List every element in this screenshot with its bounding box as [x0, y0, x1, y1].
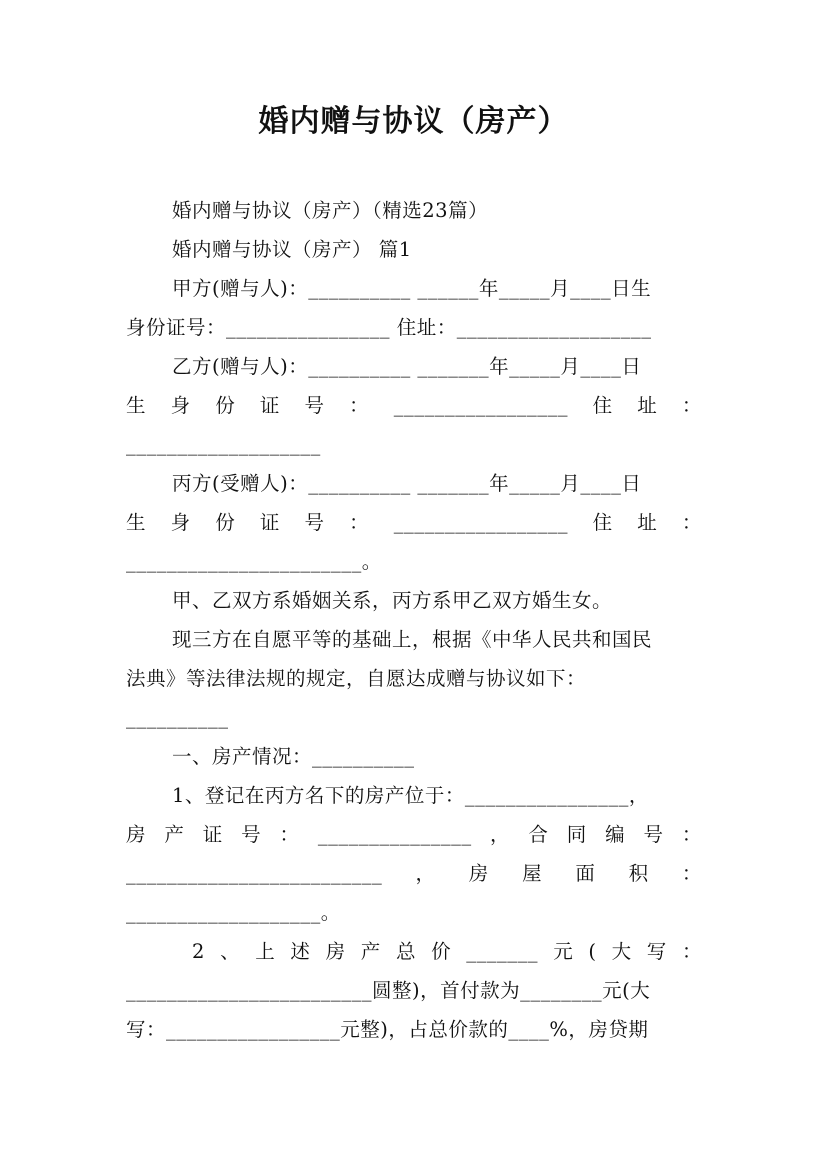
text-segment: 身 [170, 511, 191, 534]
text-segment: _______ [466, 940, 539, 963]
clause-2-line-3: 写：_________________元整)，占总价款的____%，房贷期 [126, 1018, 649, 1041]
clause-1-line-1: 1、登记在丙方名下的房产位于：________________， [172, 784, 649, 807]
text-segment: ： [681, 823, 702, 846]
text-segment: 元 [553, 940, 574, 963]
text-segment: _________________________ [126, 862, 383, 885]
text-segment: 房 [468, 862, 489, 885]
text-segment: _________________ [393, 511, 568, 534]
text-segment: 合 [528, 823, 549, 846]
text-segment: 面 [575, 862, 596, 885]
basis-paragraph-line-2: 法典》等法律法规的规定，自愿达成赠与协议如下： [126, 667, 587, 690]
text-segment: 上 [255, 940, 276, 963]
text-segment: 身 [170, 394, 191, 417]
text-segment: 址 [637, 511, 658, 534]
text-segment: 2 [192, 940, 205, 963]
text-segment: 住 [592, 511, 613, 534]
text-segment: ( [588, 940, 597, 963]
text-segment: ， [415, 862, 436, 885]
text-segment: ： [681, 394, 702, 417]
text-segment: 产 [360, 940, 381, 963]
party-b-line: 乙方(赠与人)：__________ _______年_____月____日 [172, 355, 642, 378]
text-segment: 述 [290, 940, 311, 963]
text-segment: ： [279, 823, 300, 846]
party-b-id-line [126, 387, 702, 425]
party-c-address-blank: _______________________。 [126, 550, 382, 573]
text-segment: 屋 [522, 862, 543, 885]
clause-1-line-2 [126, 816, 702, 854]
text-segment: 总 [395, 940, 416, 963]
text-segment: 份 [215, 394, 236, 417]
party-b-address-blank: ___________________ [126, 433, 321, 456]
text-segment: ： [349, 394, 370, 417]
party-c-id-line [126, 504, 702, 542]
text-segment: ： [349, 511, 370, 534]
text-segment: 生 [126, 511, 147, 534]
text-segment: 住 [592, 394, 613, 417]
article-heading: 婚内赠与协议（房产） 篇1 [172, 238, 412, 261]
text-segment: 址 [637, 394, 658, 417]
text-segment: 生 [126, 394, 147, 417]
text-segment: 号 [643, 823, 664, 846]
text-segment: 房 [325, 940, 346, 963]
text-segment: _______________ [317, 823, 472, 846]
text-segment: ： [681, 511, 702, 534]
text-segment: 号 [304, 511, 325, 534]
text-segment: 积 [628, 862, 649, 885]
text-segment: 同 [566, 823, 587, 846]
text-segment: ： [681, 940, 702, 963]
text-segment: 、 [220, 940, 241, 963]
text-segment: 产 [164, 823, 185, 846]
text-segment: 号 [304, 394, 325, 417]
collection-heading: 婚内赠与协议（房产）（精选23篇） [172, 199, 489, 222]
text-segment: 证 [259, 394, 280, 417]
text-segment: 证 [259, 511, 280, 534]
text-segment: 大 [611, 940, 632, 963]
text-segment: 证 [202, 823, 223, 846]
clause-1-line-3 [126, 855, 702, 893]
party-a-line: 甲方(赠与人)：__________ ______年_____月____日生 [172, 277, 652, 300]
text-segment: 价 [431, 940, 452, 963]
basis-paragraph-line-1: 现三方在自愿平等的基础上，根据《中华人民共和国民 [172, 628, 653, 651]
text-segment: 编 [605, 823, 626, 846]
clause-2-line-2: ________________________圆整)，首付款为________元(大 [126, 979, 651, 1002]
text-segment: _________________ [393, 394, 568, 417]
text-segment: 写 [646, 940, 667, 963]
text-segment: 房 [126, 823, 147, 846]
text-segment: 份 [215, 511, 236, 534]
basis-paragraph-blank: __________ [126, 706, 229, 729]
document-title: 婚内赠与协议（房产） [258, 104, 569, 139]
party-c-line: 丙方(受赠人)：__________ _______年_____月____日 [172, 472, 642, 495]
text-segment: ， [489, 823, 510, 846]
clause-1-line-4: ___________________。 [126, 901, 341, 924]
text-segment: 号 [241, 823, 262, 846]
section-property-heading: 一、房产情况：__________ [172, 745, 415, 768]
clause-2-line-1 [192, 933, 702, 971]
text-segment: ： [681, 862, 702, 885]
relationship-paragraph: 甲、乙双方系婚姻关系，丙方系甲乙双方婚生女。 [172, 589, 613, 612]
party-a-id-line: 身份证号：________________ 住址：___________________ [126, 316, 652, 339]
